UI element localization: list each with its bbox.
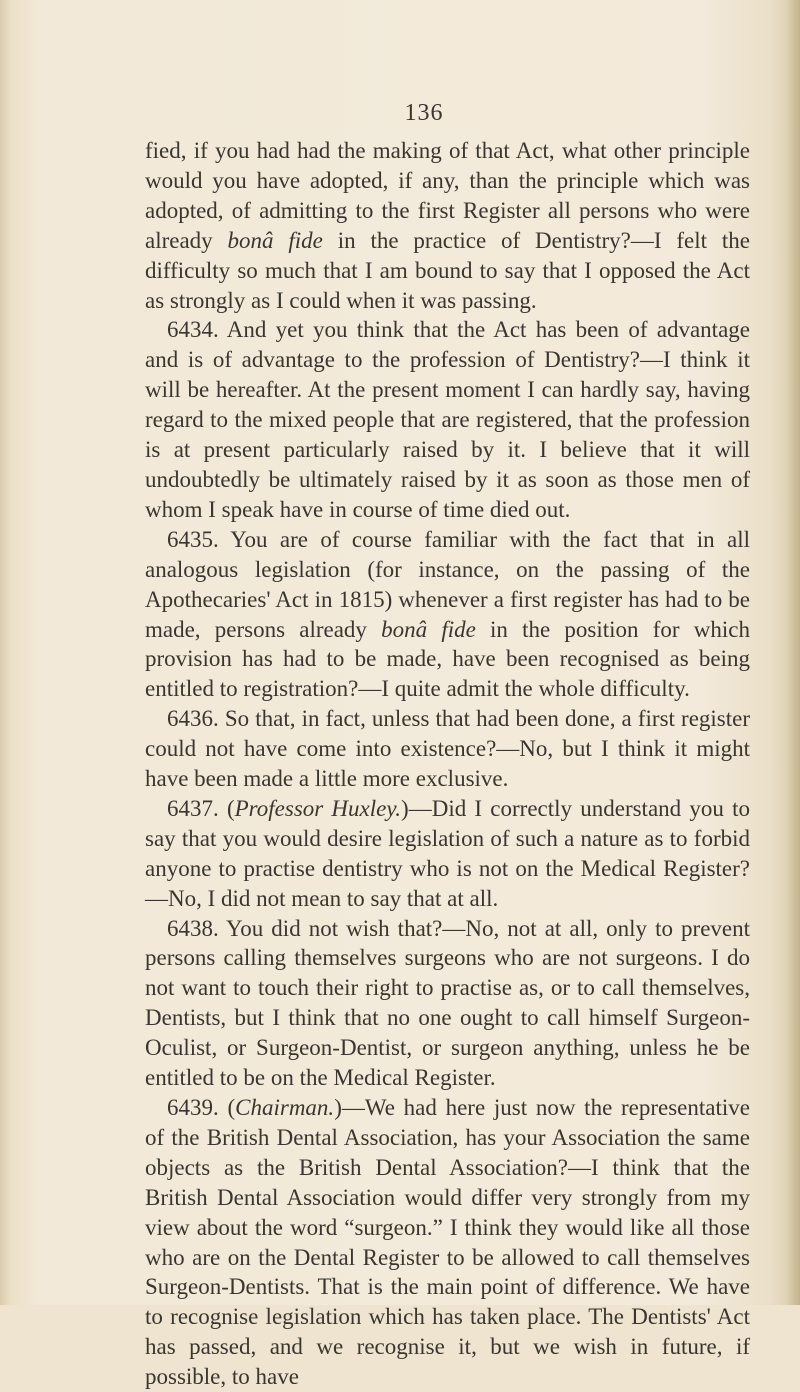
text-run: 6438. You did not wish that?—No, not at all, only to prevent persons calling themselves surgeons who are not surgeons. I do not want to touch their right to practise as, or to call themselves, Dentists, but I think that no one ought to call himself Surgeon-Oculist, or Surgeon-Dentist, or surgeon anything, unless he be entitled to be on the Medical Register. bbox=[145, 915, 750, 1091]
paragraph-p-continued bbox=[145, 136, 750, 315]
paragraph-p-6434 bbox=[145, 315, 750, 524]
text-run: fied, if you had had the making of that Act, what other principle would you have adopted, if any, than the principle which was adopted, of admitting to the first Register all persons who were already bbox=[145, 138, 750, 253]
text-run: 6437. ( bbox=[167, 795, 235, 821]
text-run: 6435. You are of course familiar with the fact that in all analogous legislation (for instance, on the passing of the Apothecaries' Act in 1815) whenever a first register has had to be made, persons already bbox=[145, 526, 750, 642]
paragraph-p-6436 bbox=[145, 704, 750, 794]
page-edge-shadow bbox=[786, 0, 800, 1305]
text-run: 6439. ( bbox=[167, 1095, 236, 1120]
text-run: 6434. And yet you think that the Act has been of advantage and is of advantage to the profession of Dentistry?—I think it will be hereafter. At the present moment I can hardly say, having regard to the mixed people that are registered, that the profession is at present particularly raised by it. I believe that it will undoubtedly be ultimately raised by it as soon as those men of whom I speak have in course of time died out. bbox=[145, 317, 750, 522]
text-run: in the practice of Dentistry?—I felt the difficulty so much that I am bound to say that I opposed the Act as strongly as I could when it was passing. bbox=[145, 227, 750, 313]
text-run: )—We had here just now the representative of the British Dental Association, has your Association the same objects as the British Dental Association?—I think that the British Dental Association would differ very strongly from my view about the word “surgeon.” I think they would like all those who are on the Dental Register to be allowed to call themselves Surgeon-Dentists. That is the main point of difference. We have to recognise legislation which has taken place. The Dentists' Act has passed, and we recognise it, but we wish in future, if possible, to have bbox=[145, 1095, 750, 1390]
text-run: in the position for which provision has had to be made, have been recognised as being entitled to registration?—I quite admit the whole difficulty. bbox=[145, 616, 750, 702]
paragraph-p-6438 bbox=[145, 914, 750, 1093]
gutter-shadow bbox=[0, 0, 10, 1305]
paragraph-p-6435 bbox=[145, 525, 750, 704]
text-run: 6436. So that, in fact, unless that had been done, a first register could not have come into existence?—No, but I think it might have been made a little more exclusive. bbox=[145, 706, 750, 792]
paragraph-p-6439 bbox=[145, 1093, 750, 1392]
italic-text: bonâ fide bbox=[381, 616, 476, 642]
italic-text: Professor Huxley. bbox=[234, 795, 402, 821]
text-run: )—Did I correctly understand you to say that you would desire legislation of such a nature as to forbid anyone to practise dentistry who is not on the Medical Register?—No, I did not mean to say that at all. bbox=[145, 795, 750, 911]
italic-text: Chairman. bbox=[235, 1095, 335, 1120]
page-number: 136 bbox=[404, 100, 444, 126]
italic-text: bonâ fide bbox=[227, 227, 323, 253]
paragraph-p-6437 bbox=[145, 794, 750, 914]
body-text bbox=[145, 136, 750, 1392]
